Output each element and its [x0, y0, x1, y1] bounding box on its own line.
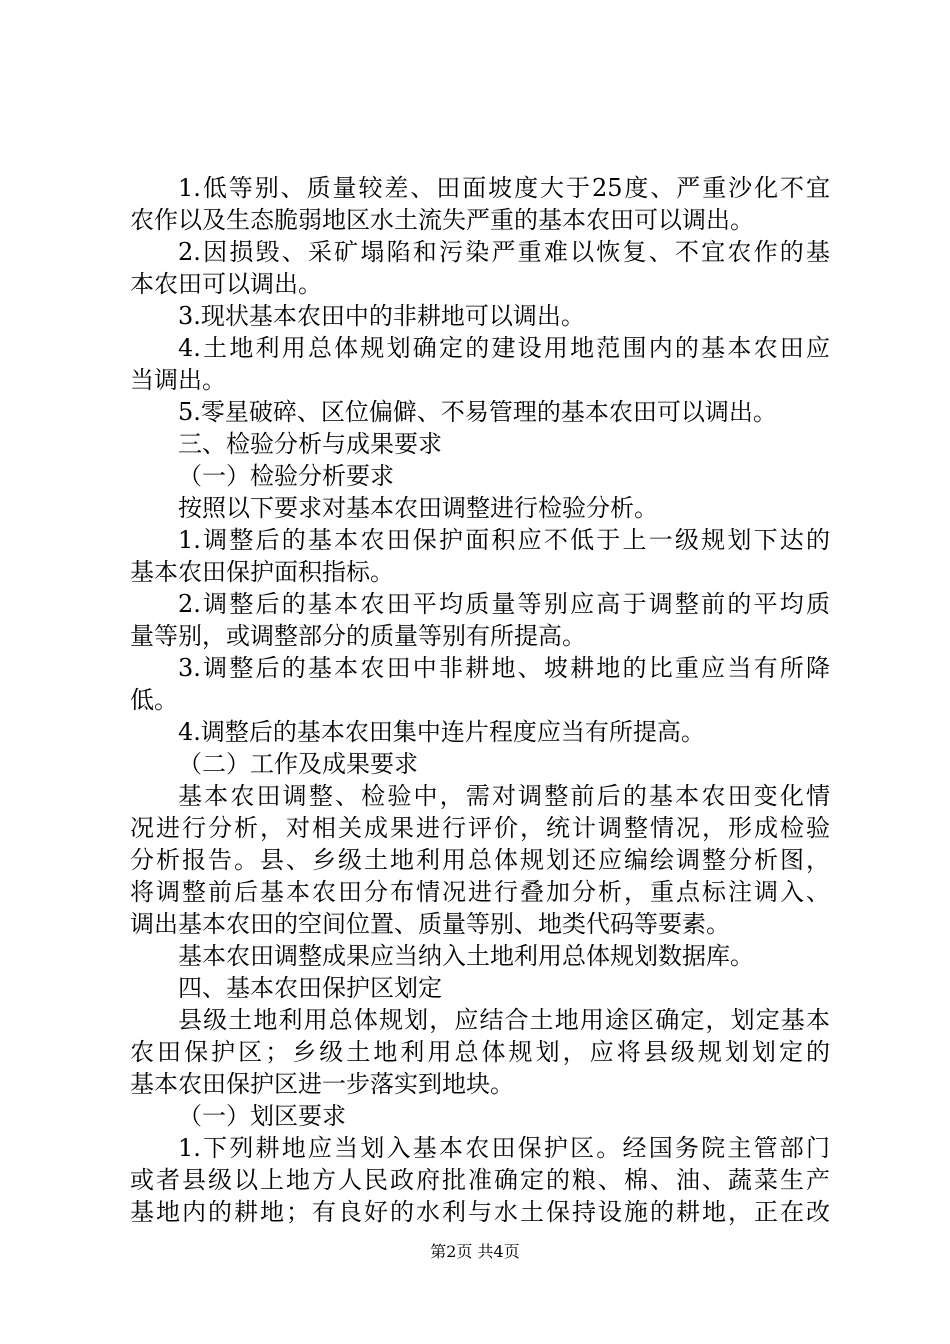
- text-line: 3.调整后的基本农田中非耕地、坡耕地的比重应当有所降: [178, 654, 830, 682]
- paragraph: [130, 492, 830, 524]
- text-line: 2.因损毁、采矿塌陷和污染严重难以恢复、不宜农作的基: [178, 238, 830, 266]
- paragraph: [130, 972, 830, 1004]
- text-line: 3.现状基本农田中的非耕地可以调出。: [178, 302, 585, 330]
- text-line: 4.调整后的基本农田集中连片程度应当有所提高。: [178, 718, 705, 746]
- paragraph: [130, 588, 830, 652]
- text-line: 四、基本农田保护区划定: [178, 974, 442, 1002]
- text-line: 1.调整后的基本农田保护面积应不低于上一级规划下达的: [178, 526, 830, 554]
- text-line: 农田保护区；乡级土地利用总体规划，应将县级规划划定的: [130, 1038, 830, 1066]
- text-line: 将调整前后基本农田分布情况进行叠加分析，重点标注调入、: [130, 878, 830, 906]
- text-line: 按照以下要求对基本农田调整进行检验分析。: [178, 494, 658, 522]
- paragraph: [130, 460, 830, 492]
- paragraph: [130, 236, 830, 300]
- text-line: 量等别，或调整部分的质量等别有所提高。: [130, 622, 586, 650]
- text-line: 1.下列耕地应当划入基本农田保护区。经国务院主管部门: [178, 1134, 830, 1162]
- paragraph: [130, 300, 830, 332]
- paragraph: [130, 396, 830, 428]
- text-line: 5.零星破碎、区位偏僻、不易管理的基本农田可以调出。: [178, 398, 777, 426]
- text-line: 基地内的耕地；有良好的水利与水土保持设施的耕地，正在改: [130, 1198, 830, 1226]
- text-line: （一）检验分析要求: [178, 462, 394, 490]
- text-line: （二）工作及成果要求: [178, 750, 418, 778]
- paragraph: [130, 780, 830, 940]
- paragraph: [130, 428, 830, 460]
- text-line: 低。: [130, 686, 178, 714]
- text-line: 基本农田调整、检验中，需对调整前后的基本农田变化情: [178, 782, 830, 810]
- paragraph: [130, 652, 830, 716]
- text-line: 本农田可以调出。: [130, 270, 322, 298]
- paragraph: [130, 716, 830, 748]
- text-line: 县级土地利用总体规划，应结合土地用途区确定，划定基本: [178, 1006, 830, 1034]
- text-line: 基本农田保护区进一步落实到地块。: [130, 1070, 514, 1098]
- paragraph: [130, 1004, 830, 1100]
- paragraph: [130, 524, 830, 588]
- page-footer: 第2页 共4页: [430, 1242, 520, 1261]
- text-line: 基本农田保护面积指标。: [130, 558, 394, 586]
- document-body: [130, 172, 830, 1228]
- paragraph: [130, 1100, 830, 1132]
- paragraph: [130, 1132, 830, 1228]
- text-line: 况进行分析，对相关成果进行评价，统计调整情况，形成检验: [130, 814, 830, 842]
- paragraph: [130, 332, 830, 396]
- text-line: 或者县级以上地方人民政府批准确定的粮、棉、油、蔬菜生产: [130, 1166, 830, 1194]
- text-line: 农作以及生态脆弱地区水土流失严重的基本农田可以调出。: [130, 206, 754, 234]
- text-line: 2.调整后的基本农田平均质量等别应高于调整前的平均质: [178, 590, 830, 618]
- text-line: 分析报告。县、乡级土地利用总体规划还应编绘调整分析图，: [130, 846, 830, 874]
- text-line: （一）划区要求: [178, 1102, 346, 1130]
- paragraph: [130, 172, 830, 236]
- text-line: 当调出。: [130, 366, 226, 394]
- text-line: 调出基本农田的空间位置、质量等别、地类代码等要素。: [130, 910, 730, 938]
- text-line: 基本农田调整成果应当纳入土地利用总体规划数据库。: [178, 942, 754, 970]
- text-line: 4.土地利用总体规划确定的建设用地范围内的基本农田应: [178, 334, 830, 362]
- paragraph: [130, 940, 830, 972]
- text-line: 三、检验分析与成果要求: [178, 430, 442, 458]
- text-line: 1.低等别、质量较差、田面坡度大于25度、严重沙化不宜: [178, 174, 830, 202]
- paragraph: [130, 748, 830, 780]
